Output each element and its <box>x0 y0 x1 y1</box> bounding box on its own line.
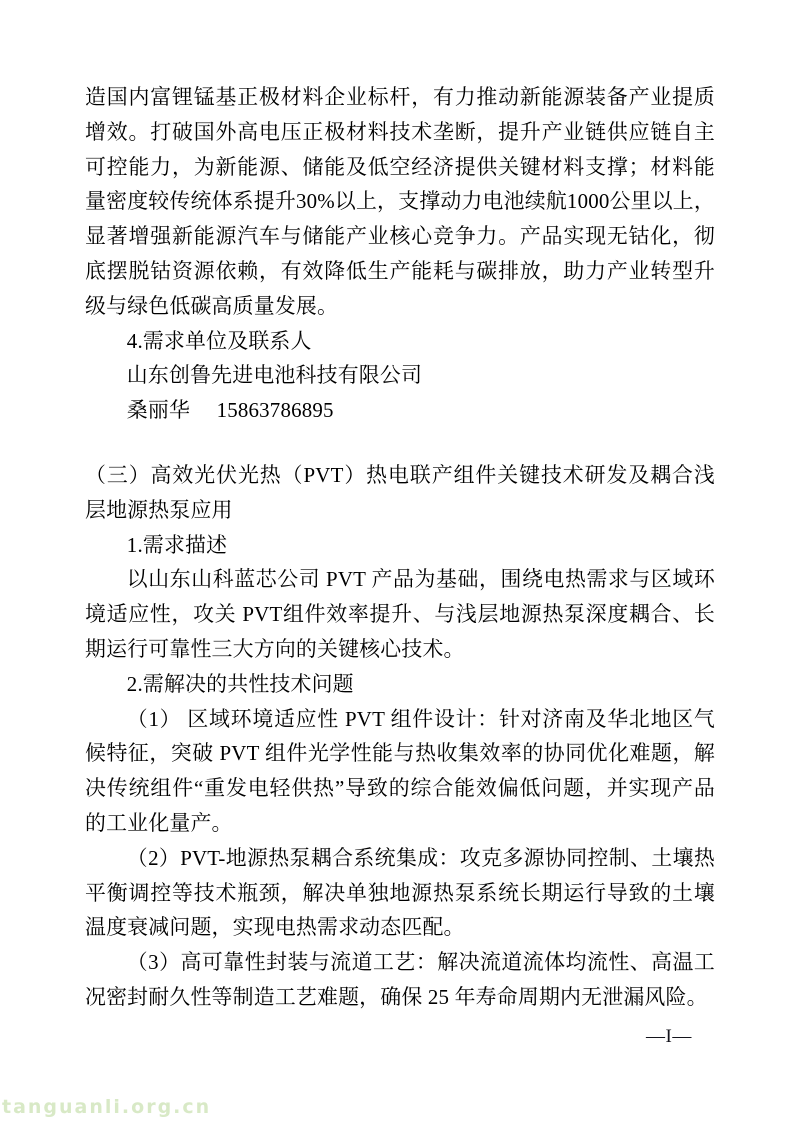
page-number: —I— <box>646 1026 692 1047</box>
problem-item-1: （1） 区域环境适应性 PVT 组件设计：针对济南及华北地区气候特征，突破 PVT 组件光学性能与热收集效率的协同优化难题，解决传统组件“重发电轻供热”导致的综合能效偏低问题，并实现产品的工业化量产。 <box>85 706 715 835</box>
watermark: tanguanli.org.cn <box>2 1096 212 1118</box>
problem-item-3: （3）高可靠性封装与流道工艺：解决流道流体均流性、高温工况密封耐久性等制造工艺难题，确保 25 年寿命周期内无泄漏风险。 <box>85 950 715 1009</box>
contact-person-line: 桑丽华 15863786895 <box>126 398 334 423</box>
contact-section-heading: 4.需求单位及联系人 <box>126 328 312 353</box>
section-3-heading: （三）高效光伏光热（PVT）热电联产组件关键技术研发及耦合浅层地源热泵应用 <box>85 462 715 522</box>
company-name: 山东创鲁先进电池科技有限公司 <box>126 363 423 388</box>
common-problems-heading: 2.需解决的共性技术问题 <box>126 671 354 696</box>
document-body <box>85 80 715 1015</box>
demand-description-body: 以山东山科蓝芯公司 PVT 产品为基础，围绕电热需求与区域环境适应性，攻关 PVT组件效率提升、与浅层地源热泵深度耦合、长期运行可靠性三大方向的关键核心技术。 <box>85 567 715 661</box>
problem-item-2: （2）PVT-地源热泵耦合系统集成：攻克多源协同控制、土壤热平衡调控等技术瓶颈，解决单独地源热泵系统长期运行导致的土壤温度衰减问题，实现电热需求动态匹配。 <box>85 845 715 940</box>
demand-description-heading: 1.需求描述 <box>126 532 228 557</box>
intro-paragraph: 造国内富锂锰基正极材料企业标杆，有力推动新能源装备产业提质增效。打破国外高电压正极材料技术垄断，提升产业链供应链自主可控能力，为新能源、储能及低空经济提供关键材料支撑；材料能量密度较传统体系提升30%以上，支撑动力电池续航1000公里以上，显著增强新能源汽车与储能产业核心竞争力。产品实现无钴化，彻底摆脱钴资源依赖，有效降低生产能耗与碳排放，助力产业转型升级与绿色低碳高质量发展。 <box>85 85 715 318</box>
